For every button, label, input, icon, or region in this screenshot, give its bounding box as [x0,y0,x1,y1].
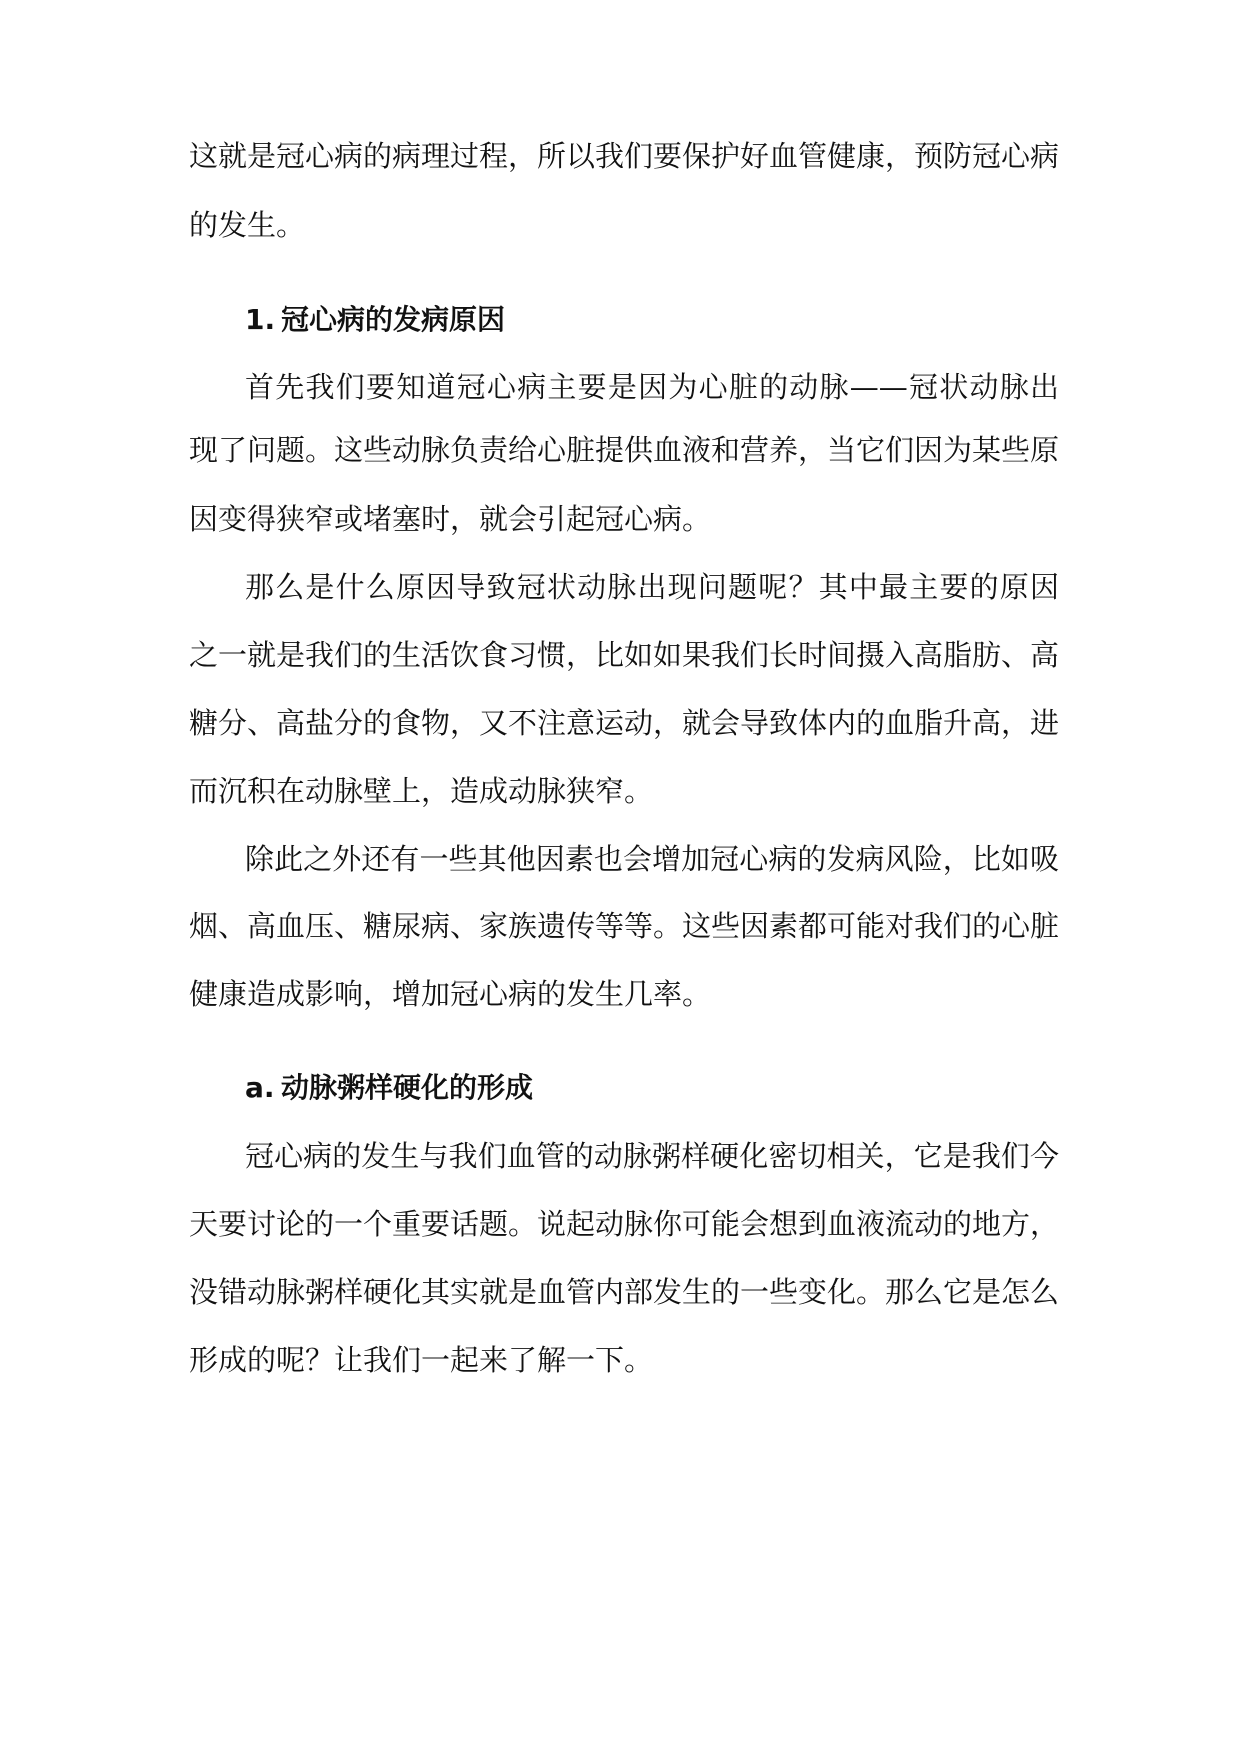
section-a-number: a. [245,1071,275,1104]
s1-p2-line-3: 糖分、高盐分的食物，又不注意运动，就会导致体内的血脂升高，进 [189,706,1060,740]
s1-p2-line-2: 之一就是我们的生活饮食习惯，比如如果我们长时间摄入高脂肪、高 [189,638,1060,672]
sa-p1-line-2: 天要讨论的一个重要话题。说起动脉你可能会想到血液流动的地方， [189,1207,1060,1241]
sa-p1-line-1: 冠心病的发生与我们血管的动脉粥样硬化密切相关，它是我们今 [245,1139,1059,1173]
s1-p1-line-1: 首先我们要知道冠心病主要是因为心脏的动脉——冠状动脉出 [245,370,1059,404]
section-1-title: 冠心病的发病原因 [281,303,506,336]
intro-line-2: 的发生。 [189,208,306,242]
s1-p1-line-2: 现了问题。这些动脉负责给心脏提供血液和营养，当它们因为某些原 [189,433,1060,467]
sa-p1-line-3: 没错动脉粥样硬化其实就是血管内部发生的一些变化。那么它是怎么 [189,1275,1060,1309]
section-1-heading [245,300,505,340]
sa-p1-line-4: 形成的呢？让我们一起来了解一下。 [189,1343,654,1377]
s1-p3-line-1: 除此之外还有一些其他因素也会增加冠心病的发病风险，比如吸 [245,842,1059,876]
s1-p2-line-1: 那么是什么原因导致冠状动脉出现问题呢？其中最主要的原因 [245,570,1059,604]
section-a-heading [245,1068,533,1108]
section-1-number: 1. [245,303,276,336]
section-a-title: 动脉粥样硬化的形成 [281,1071,534,1104]
s1-p3-line-3: 健康造成影响，增加冠心病的发生几率。 [189,977,712,1011]
s1-p3-line-2: 烟、高血压、糖尿病、家族遗传等等。这些因素都可能对我们的心脏 [189,909,1060,943]
intro-line-1: 这就是冠心病的病理过程，所以我们要保护好血管健康，预防冠心病 [189,139,1060,173]
s1-p1-line-3: 因变得狭窄或堵塞时，就会引起冠心病。 [189,502,712,536]
s1-p2-line-4: 而沉积在动脉壁上，造成动脉狭窄。 [189,774,654,808]
